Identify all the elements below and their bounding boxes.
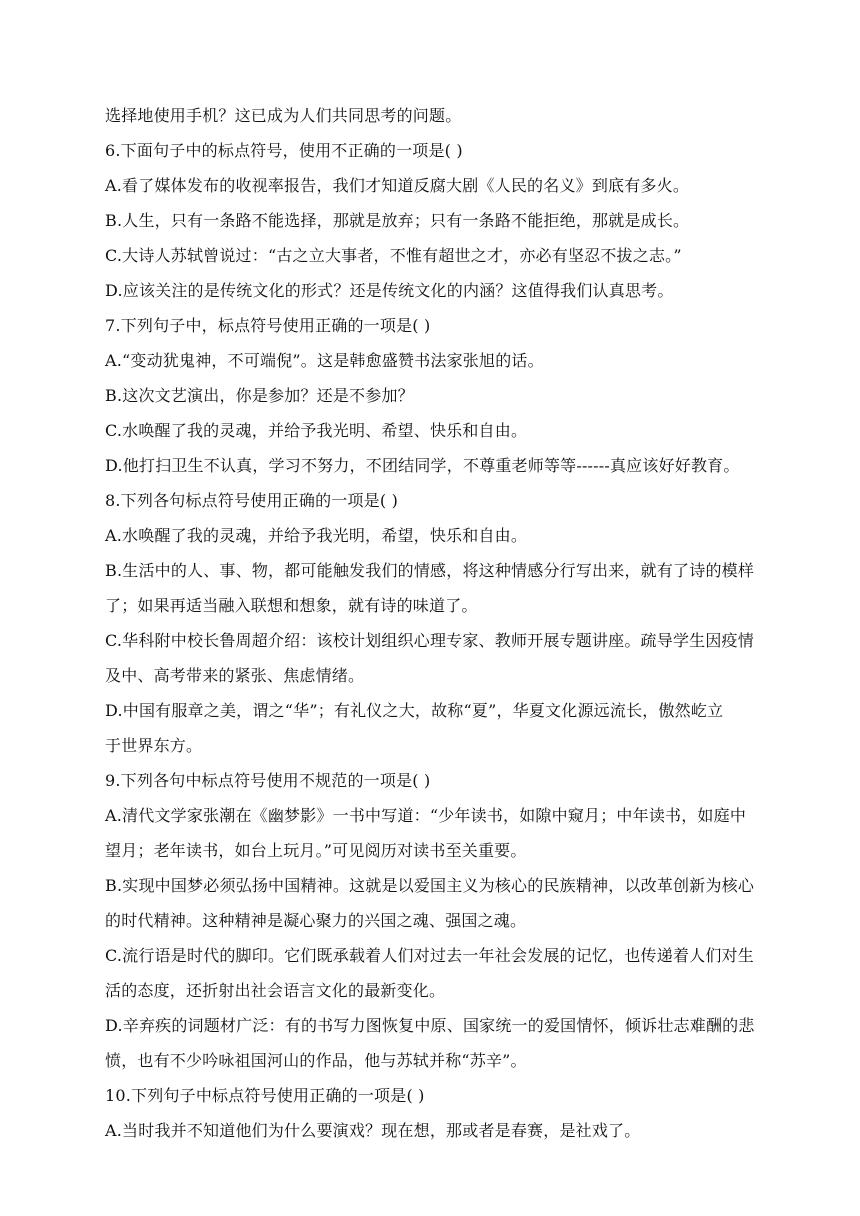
option-d: D.辛弃疾的词题材广泛：有的书写力图恢复中原、国家统一的爱国情怀，倾诉壮志难酬的悲 <box>105 1016 755 1035</box>
option-c-continued: 及中、高考带来的紧张、焦虑情绪。 <box>105 666 365 685</box>
option-c: C.流行语是时代的脚印。它们既承载着人们对过去一年社会发展的记忆，也传递着人们对生 <box>105 946 754 965</box>
option-b: B.这次文艺演出，你是参加？还是不参加？ <box>105 386 414 405</box>
option-c: C.水唤醒了我的灵魂，并给予我光明、希望、快乐和自由。 <box>105 421 528 440</box>
option-b: B.生活中的人、事、物，都可能触发我们的情感，将这种情感分行写出来，就有了诗的模样 <box>105 561 755 580</box>
text-line: 选择地使用手机？这已成为人们共同思考的问题。 <box>105 106 462 125</box>
option-a: A.水唤醒了我的灵魂，并给予我光明，希望，快乐和自由。 <box>105 526 528 545</box>
option-b: B.实现中国梦必须弘扬中国精神。这就是以爱国主义为核心的民族精神，以改革创新为核心 <box>105 876 755 895</box>
question-10: 10.下列句子中标点符号使用正确的一项是( ) <box>105 1086 425 1105</box>
question-9: 9.下列各句中标点符号使用不规范的一项是( ) <box>105 771 431 790</box>
option-a-continued: 望月；老年读书，如台上玩月。”可见阅历对读书至关重要。 <box>105 841 527 860</box>
option-b-continued: 了；如果再适当融入联想和想象，就有诗的味道了。 <box>105 596 478 615</box>
option-d-continued: 于世界东方。 <box>105 736 203 755</box>
option-b-continued: 的时代精神。这种精神是凝心聚力的兴国之魂、强国之魂。 <box>105 911 527 930</box>
option-a: A.“变动犹鬼神，不可端倪”。这是韩愈盛赞书法家张旭的话。 <box>105 351 544 370</box>
option-b: B.人生，只有一条路不能选择，那就是放弃；只有一条路不能拒绝，那就是成长。 <box>105 211 690 230</box>
option-c-continued: 活的态度，还折射出社会语言文化的最新变化。 <box>105 981 446 1000</box>
option-d: D.中国有服章之美，谓之“华”；有礼仪之大，故称“夏”，华夏文化源远流长，傲然屹立 <box>105 701 724 720</box>
question-7: 7.下列句子中，标点符号使用正确的一项是( ) <box>105 316 431 335</box>
option-a: A.清代文学家张潮在《幽梦影》一书中写道：“少年读书，如隙中窥月；中年读书，如庭中 <box>105 806 747 825</box>
option-c: C.大诗人苏轼曾说过：“古之立大事者，不惟有超世之才，亦必有坚忍不拔之志。” <box>105 246 682 265</box>
option-d: D.他打扫卫生不认真，学习不努力，不团结同学，不尊重老师等等------真应该好好教育。 <box>105 456 740 475</box>
option-a: A.当时我并不知道他们为什么要演戏？现在想，那或者是春赛，是社戏了。 <box>105 1121 641 1140</box>
question-6: 6.下面句子中的标点符号，使用不正确的一项是( ) <box>105 141 463 160</box>
question-8: 8.下列各句标点符号使用正确的一项是( ) <box>105 491 399 510</box>
option-d-continued: 愤，也有不少吟咏祖国河山的作品，他与苏轼并称“苏辛”。 <box>105 1051 527 1070</box>
option-d: D.应该关注的是传统文化的形式？还是传统文化的内涵？这值得我们认真思考。 <box>105 281 674 300</box>
option-a: A.看了媒体发布的收视率报告，我们才知道反腐大剧《人民的名义》到底有多火。 <box>105 176 690 195</box>
option-c: C.华科附中校长鲁周超介绍：该校计划组织心理专家、教师开展专题讲座。疏导学生因疫情 <box>105 631 754 650</box>
